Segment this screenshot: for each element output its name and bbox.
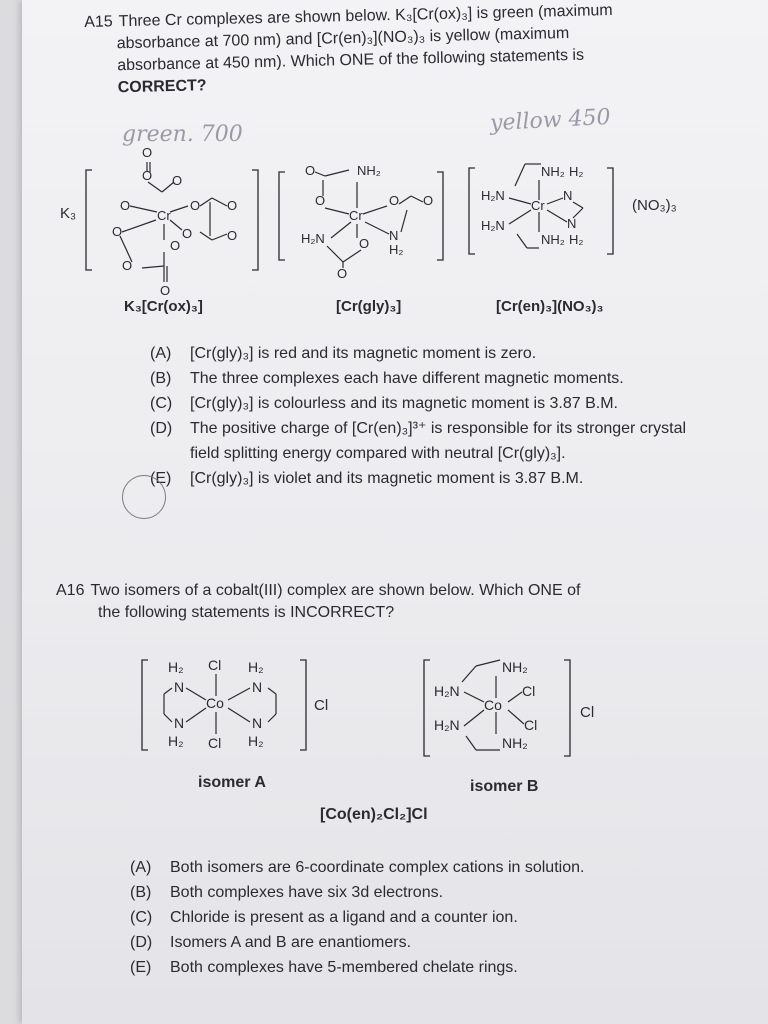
atom-h2n: H₂N [434,683,460,699]
atom-n: N [563,188,573,203]
atom-cr: Cr [157,208,171,223]
option-text: Chloride is present as a ligand and a counter ion. [170,909,518,926]
atom-o: O [172,173,183,188]
handwritten-note-yellow: yellow 450 [489,104,612,137]
question-line: the following statements is INCORRECT? [98,604,395,621]
atom-h2n: H₂N [434,717,460,733]
atom-n: N [567,216,577,231]
atom-cr: Cr [531,198,545,213]
question-line: absorbance at 450 nm). Which ONE of the following statements is [117,46,585,75]
option-text: Isomers A and B are enantiomers. [170,934,412,951]
atom-o: O [305,163,316,178]
atom-o: O [142,168,153,183]
option-letter: (B) [130,884,152,901]
option-letter: (A) [130,859,152,876]
label-cr-gly3: [Cr(gly)₃] [336,298,402,315]
atom-h2: H₂ [168,659,184,675]
question-line: CORRECT? [117,77,207,97]
atom-o: O [359,236,370,251]
option-c[interactable] [150,391,710,416]
counter-ion-k3: K₃ [60,205,77,222]
atom-o: O [112,224,123,239]
option-letter: (B) [150,370,172,387]
question-number: A15 [84,13,113,31]
atom-n: N [389,228,399,243]
option-text: [Cr(gly)₃] is colourless and its magnetic moment is 3.87 B.M. [190,395,618,412]
atom-nh2: NH₂ [357,163,381,178]
atom-h2: H₂ [248,659,264,675]
atom-nh2: NH₂ [502,735,528,751]
atom-h2n: H₂N [481,188,505,203]
atom-n: N [174,679,185,695]
structure-isomer-b [422,648,572,769]
atom-o: O [182,226,193,241]
atom-cl: Cl [208,657,222,673]
option-letter: (E) [130,959,152,976]
atom-cl: Cl [524,717,538,733]
exam-page [22,0,768,1024]
label-cr-ox3: K₃[Cr(ox)₃] [124,298,203,315]
structure-isomer-a [140,650,310,765]
structure-cr-en3 [467,150,617,265]
structure-cr-ox3 [82,140,262,305]
option-letter: (A) [150,345,172,362]
atom-h2n: H₂N [481,218,505,233]
atom-o: O [160,283,171,298]
atom-h2: H₂ [168,733,184,749]
option-b[interactable] [130,880,690,905]
atom-o: O [315,193,326,208]
option-e[interactable] [150,466,710,491]
option-d[interactable] [130,930,690,955]
atom-o: O [122,258,133,273]
option-text: Both isomers are 6-coordinate complex cations in solution. [170,859,585,876]
atom-o: O [190,198,201,213]
atom-o: O [423,193,434,208]
option-letter: (C) [130,909,153,926]
atom-co: Co [206,695,224,711]
atom-n: N [252,679,263,695]
option-c[interactable] [130,905,690,930]
a15-options [150,341,710,491]
label-isomer-b: isomer B [470,778,539,795]
a16-options [130,855,690,980]
option-text: Both complexes have six 3d electrons. [170,884,444,901]
atom-cl: Cl [522,683,536,699]
structure-cr-gly3 [277,150,447,285]
atom-h2: H₂ [569,232,584,247]
question-line: Two isomers of a cobalt(III) complex are shown below. Which ONE of [90,582,581,599]
atom-cl: Cl [208,735,222,751]
atom-o: O [337,266,348,281]
atom-n: N [252,715,263,731]
atom-o: O [120,198,131,213]
option-a[interactable] [130,855,690,880]
atom-o: O [227,198,238,213]
label-isomer-a: isomer A [198,774,266,791]
atom-o: O [170,238,181,253]
atom-nh2: NH₂ [541,164,565,179]
atom-o: O [142,145,153,160]
option-text: The three complexes each have different magnetic moments. [190,370,624,387]
option-text: [Cr(gly)₃] is violet and its magnetic moment is 3.87 B.M. [190,470,584,487]
atom-h2: H₂ [569,164,584,179]
option-letter: (C) [150,395,173,412]
option-letter: (D) [130,934,153,951]
handwritten-note-green: green. 700 [122,122,243,147]
option-letter: (E) [150,470,172,487]
atom-co: Co [484,697,502,713]
option-e[interactable] [130,955,690,980]
atom-o: O [227,228,238,243]
atom-h2n: H₂N [301,231,325,246]
option-b[interactable] [150,366,710,391]
atom-nh2: NH₂ [541,232,565,247]
atom-h2: H₂ [389,242,404,257]
atom-cr: Cr [349,208,363,223]
counter-ion-cl-b: Cl [580,704,595,721]
option-d[interactable] [150,416,710,466]
handwritten-circle-option-e [122,475,166,519]
question-a15-text [84,0,726,100]
option-text: [Cr(gly)₃] is red and its magnetic moment is zero. [190,345,537,362]
question-line: Three Cr complexes are shown below. K₃[Cr(ox)₃] is green (maximum [118,2,613,31]
question-line: absorbance at 700 nm) and [Cr(en)₃](NO₃)₃ is yellow (maximum [116,25,570,53]
option-a[interactable] [150,341,710,366]
question-number: A16 [56,582,85,599]
atom-o: O [389,193,400,208]
counter-ion-nitrate: (NO₃)₃ [632,197,677,214]
counter-ion-cl-a: Cl [314,697,329,714]
option-text: The positive charge of [Cr(en)₃]³⁺ is responsible for its stronger crystal field splitting energy compared with neutral [Cr(gly)₃]. [190,420,687,462]
atom-nh2: NH₂ [502,659,528,675]
option-text: Both complexes have 5-membered chelate rings. [170,959,518,976]
atom-n: N [174,715,185,731]
label-cr-en3: [Cr(en)₃](NO₃)₃ [496,298,604,315]
option-letter: (D) [150,420,173,437]
atom-h2: H₂ [248,733,264,749]
label-formula: [Co(en)₂Cl₂]Cl [320,806,428,823]
question-a16-text [56,580,716,624]
